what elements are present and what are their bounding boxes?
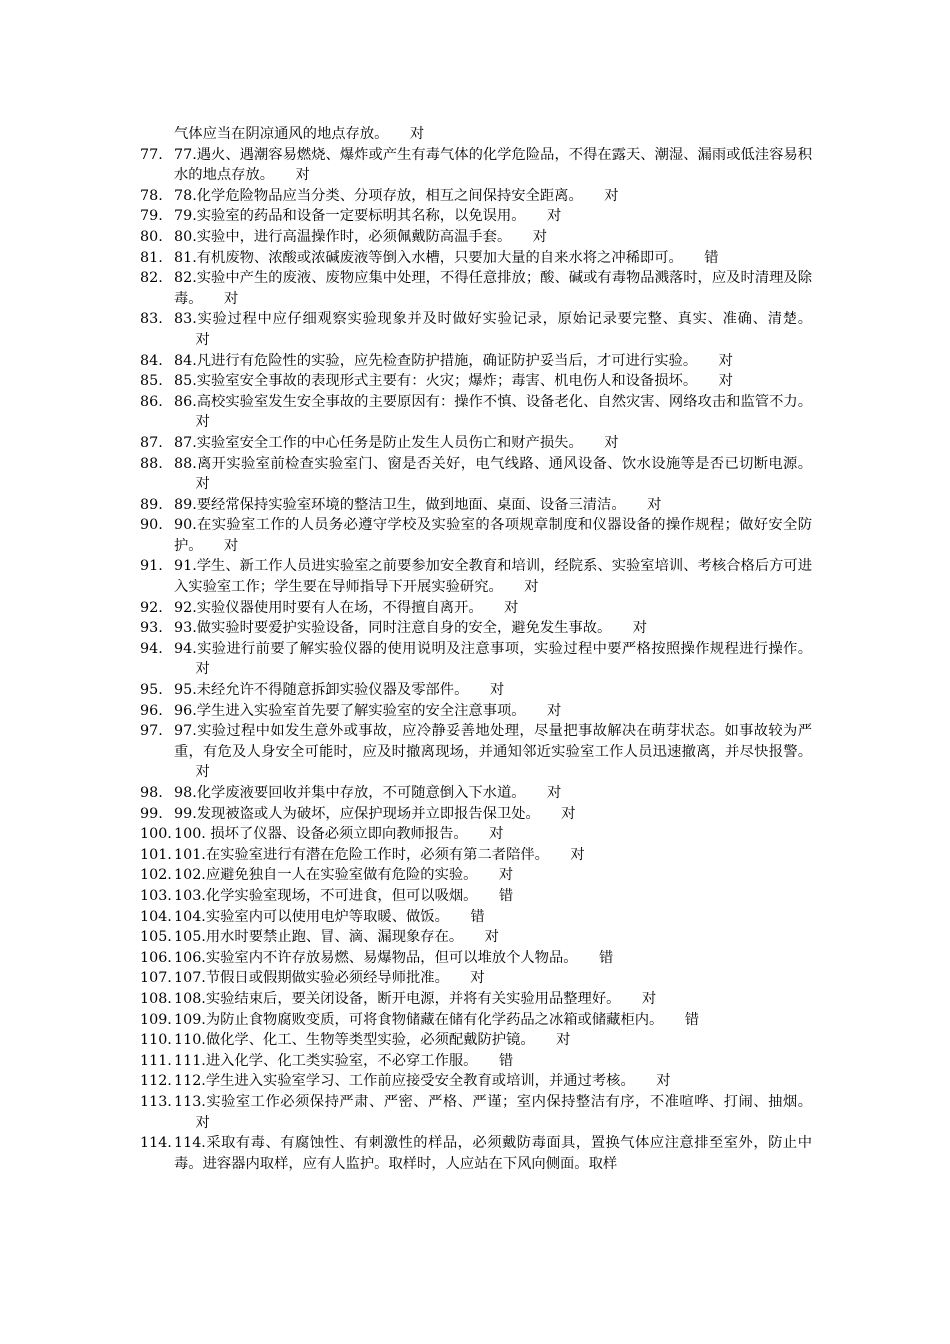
item-text-block [174,227,812,248]
list-item [140,515,812,556]
answer-mark: 对 [570,846,585,863]
item-text: 100. 损坏了仪器、设备必须立即向教师报告。 [174,826,468,843]
item-text: 77.遇火、遇潮容易燃烧、爆炸或产生有毒气体的化学危险品，不得在露天、潮湿、漏雨或低洼容易积水的地点存放。 [174,146,812,184]
item-text: 84.凡进行有危险性的实验，应先检查防护措施，确证防护妥当后，才可进行实验。 [174,352,698,369]
answer-mark: 对 [195,764,210,781]
item-number: 103. [140,887,172,904]
item-number: 94. [140,640,163,657]
answer-mark: 对 [632,620,648,637]
item-number: 108. [140,990,172,1007]
answer-mark: 对 [641,990,657,1007]
answer-mark: 对 [195,1114,210,1131]
item-text-block [174,680,812,701]
answer-mark: 对 [195,661,210,678]
answer-mark: 对 [524,579,539,596]
list-item [140,433,812,454]
item-number: 80. [140,228,163,245]
item-number: 107. [140,970,172,987]
answer-mark: 错 [704,249,719,266]
item-text: 109.为防止食物腐败变质，可将食物储藏在储有化学药品之冰箱或储藏柜内。 [174,1011,664,1028]
answer-mark: 对 [547,785,562,801]
list-item [140,865,812,886]
item-text-block [174,598,812,619]
item-number: 104. [140,908,172,925]
list-item [140,227,812,248]
list-item [140,268,812,309]
item-number: 90. [140,517,163,534]
item-number: 109. [140,1011,172,1028]
item-number: 85. [140,373,163,390]
item-text: 113.实验室工作必须保持严肃、严密、严格、严谨；室内保持整洁有序，不准喧哗、打闹、抽烟。 [174,1093,812,1110]
answer-mark: 对 [604,187,619,204]
list-item [140,701,812,722]
item-text: 114.采取有毒、有腐蚀性、有刺激性的样品，必须戴防毒面具，置换气体应注意排至室外，防止中毒。进容器内取样，应有人监护。取样时，人应站在下风向侧面。取样 [174,1135,812,1172]
item-text-block [174,371,812,392]
list-item [140,392,812,433]
item-number: 111. [140,1052,172,1069]
item-text: 97.实验过程中如发生意外或事故，应冷静妥善地处理，尽量把事故解决在萌芽状态。如事故较为严重，有危及人身安全可能时，应及时撤离现场，并通知邻近实验室工作人员迅速撤离，并尽快报警。 [174,723,812,760]
item-text-block [174,1030,812,1051]
item-number: 92. [140,599,163,616]
item-number: 79. [140,208,163,225]
item-text-block [174,1010,812,1031]
item-text: 82.实验中产生的废液、废物应集中处理，不得任意排放；酸、碱或有毒物品溅落时，应及时清理及除毒。 [174,270,812,307]
list-item [140,454,812,495]
answer-mark: 错 [498,887,514,904]
item-number: 100. [140,826,172,843]
item-text: 94.实验进行前要了解实验仪器的使用说明及注意事项，实验过程中要严格按照操作规程进行操作。 [174,640,812,657]
item-text: 108.实验结束后，要关闭设备，断开电源，并将有关实验用品整理好。 [174,990,621,1007]
item-text-block [174,145,812,186]
question-list [140,124,812,1174]
item-number: 96. [140,702,163,719]
item-text: 105.用水时要禁止跑、冒、滴、漏现象存在。 [174,929,464,946]
list-item [140,351,812,372]
answer-mark: 对 [224,290,239,307]
answer-mark: 错 [684,1011,700,1028]
answer-mark: 错 [470,908,485,925]
answer-mark: 对 [295,167,310,184]
list-item [140,206,812,227]
item-text: 110.做化学、化工、生物等类型实验，必须配戴防护镜。 [174,1032,535,1049]
item-number: 93. [140,620,163,637]
list-item [140,1071,812,1092]
item-number: 77. [140,146,163,163]
item-text: 104.实验室内可以使用电炉等取暖、做饭。 [174,908,449,925]
item-text-block [174,1051,812,1072]
item-number: 84. [140,352,163,369]
item-number: 113. [140,1093,172,1110]
list-item [140,598,812,619]
item-text: 107.节假日或假期做实验必须经导师批准。 [174,970,449,987]
item-text-block [174,515,812,556]
answer-mark: 错 [599,949,614,966]
list-item [140,186,812,207]
item-text-block [174,392,812,433]
item-text: 92.实验仪器使用时要有人在场，不得擅自离开。 [174,599,483,616]
item-text-block [174,639,812,680]
answer-mark: 对 [718,373,733,390]
list-item [140,968,812,989]
list-item [140,907,812,928]
item-text: 99.发现被盗或人为破坏，应保护现场并立即报告保卫处。 [174,805,540,822]
item-text: 81.有机废物、浓酸或浓碱废液等倒入水槽，只要加大量的自来水将之冲稀即可。 [174,249,683,266]
item-text-block [174,248,812,269]
list-item [140,927,812,948]
item-text: 91.学生、新工作人员进实验室之前要参加安全教育和培训，经院系、实验室培训、考核合格后方可进入实验室工作；学生要在导师指导下开展实验研究。 [174,558,812,596]
item-number: 99. [140,805,163,822]
list-item [140,948,812,969]
list-item [140,804,812,825]
item-number: 88. [140,455,163,472]
item-text: 88.离开实验室前检查实验室门、窗是否关好，电气线路、通风设备、饮水设施等是否已切断电源。 [174,455,812,472]
item-text-block [174,948,812,969]
answer-mark: 对 [195,414,210,431]
item-number: 86. [140,393,163,410]
item-text-block [174,351,812,372]
item-text: 95.未经允许不得随意拆卸实验仪器及零部件。 [174,682,469,699]
item-text-block [174,495,812,516]
answer-mark: 对 [470,970,485,987]
item-text-block [174,907,812,928]
item-number: 87. [140,434,163,451]
item-number: 97. [140,723,163,740]
list-item [140,371,812,392]
item-number: 89. [140,496,163,513]
list-item [140,680,812,701]
item-text-block [174,927,812,948]
item-text: 102.应避免独自一人在实验室做有危险的实验。 [174,867,478,884]
item-number: 81. [140,249,163,266]
answer-mark: 对 [489,682,505,699]
item-text: 85.实验室安全事故的表现形式主要有：火灾；爆炸；毒害、机电伤人和设备损坏。 [174,373,698,390]
answer-mark: 对 [195,476,210,493]
answer-mark: 对 [532,228,548,245]
answer-mark: 对 [556,1032,571,1049]
item-number: 78. [140,187,163,204]
list-item [140,1051,812,1072]
item-number: 114. [140,1135,172,1152]
item-text-block [174,1133,812,1174]
item-text: 98.化学废液要回收并集中存放，不可随意倒入下水道。 [174,785,526,801]
item-number: 98. [140,785,163,801]
answer-mark: 对 [498,867,514,884]
item-text-block [174,1092,812,1133]
item-text-block [174,1071,812,1092]
item-text: 96.学生进入实验室首先要了解实验室的安全注意事项。 [174,702,526,719]
item-text-block [174,309,812,350]
item-text-block [174,433,812,454]
list-item [140,248,812,269]
answer-mark: 对 [547,208,562,225]
continuation-line [174,124,812,145]
item-text-block [174,268,812,309]
answer-mark: 对 [484,929,499,946]
list-item [140,886,812,907]
list-item [140,145,812,186]
list-item [140,639,812,680]
answer-mark: 错 [498,1052,514,1069]
item-number: 112. [140,1073,172,1090]
item-text-block [174,989,812,1010]
item-text-block [174,824,812,845]
answer-mark: 对 [409,126,425,142]
item-text-block [174,618,812,639]
item-text-block [174,556,812,597]
item-text-block [174,804,812,825]
answer-mark: 对 [718,352,733,369]
item-text-block [174,845,812,866]
item-text: 87.实验室安全工作的中心任务是防止发生人员伤亡和财产损失。 [174,434,583,451]
item-text: 101.在实验室进行有潜在危险工作时，必须有第二者陪伴。 [174,846,549,863]
list-item [140,1010,812,1031]
item-number: 83. [140,311,163,328]
item-number: 105. [140,929,172,946]
answer-mark: 对 [489,826,504,843]
item-number: 91. [140,558,163,575]
item-text: 80.实验中，进行高温操作时，必须佩戴防高温手套。 [174,228,512,245]
item-text: 112.学生进入实验室学习、工作前应接受安全教育或培训，并通过考核。 [174,1073,635,1090]
list-item [140,783,812,804]
answer-mark: 对 [224,537,239,554]
list-item [140,309,812,350]
item-text-block [174,886,812,907]
item-number: 102. [140,867,172,884]
item-text: 111.进入化学、化工类实验室，不必穿工作服。 [174,1052,478,1069]
list-item [140,1133,812,1174]
answer-mark: 对 [647,496,662,513]
item-text-block [174,206,812,227]
list-item [140,721,812,783]
item-text: 79.实验室的药品和设备一定要标明其名称，以免误用。 [174,208,526,225]
item-text: 90.在实验室工作的人员务必遵守学校及实验室的各项规章制度和仪器设备的操作规程；做好安全防护。 [174,517,812,554]
list-item [140,495,812,516]
item-number: 95. [140,682,163,699]
answer-mark: 对 [547,702,562,719]
item-text-block [174,186,812,207]
item-text-block [174,721,812,783]
item-text: 89.要经常保持实验室环境的整洁卫生，做到地面、桌面、设备三清洁。 [174,496,626,513]
item-number: 110. [140,1032,172,1049]
item-text: 86.高校实验室发生安全事故的主要原因有：操作不慎、设备老化、自然灾害、网络攻击和监管不力。 [174,393,812,410]
answer-mark: 对 [656,1073,671,1090]
answer-mark: 对 [195,331,210,348]
list-item [140,824,812,845]
continuation-text: 气体应当在阴凉通风的地点存放。 [174,126,389,142]
item-text-block [174,454,812,495]
item-text-block [174,783,812,804]
item-text-block [174,865,812,886]
item-text-block [174,968,812,989]
item-text-block [174,701,812,722]
list-item [140,556,812,597]
answer-mark: 对 [561,805,576,822]
item-text: 83.实验过程中应仔细观察实验现象并及时做好实验记录，原始记录要完整、真实、准确、清楚。 [174,311,812,328]
answer-mark: 对 [504,599,519,616]
item-number: 82. [140,270,163,287]
item-text: 103.化学实验室现场，不可进食，但可以吸烟。 [174,887,478,904]
list-item [140,845,812,866]
list-item [140,989,812,1010]
list-item [140,1092,812,1133]
item-number: 101. [140,846,172,863]
item-number: 106. [140,949,172,966]
item-text: 93.做实验时要爱护实验设备，同时注意自身的安全，避免发生事故。 [174,620,612,637]
item-text: 106.实验室内不许存放易燃、易爆物品，但可以堆放个人物品。 [174,949,578,966]
list-item [140,618,812,639]
answer-mark: 对 [604,434,619,451]
list-item [140,1030,812,1051]
item-text: 78.化学危险物品应当分类、分项存放，相互之间保持安全距离。 [174,187,583,204]
